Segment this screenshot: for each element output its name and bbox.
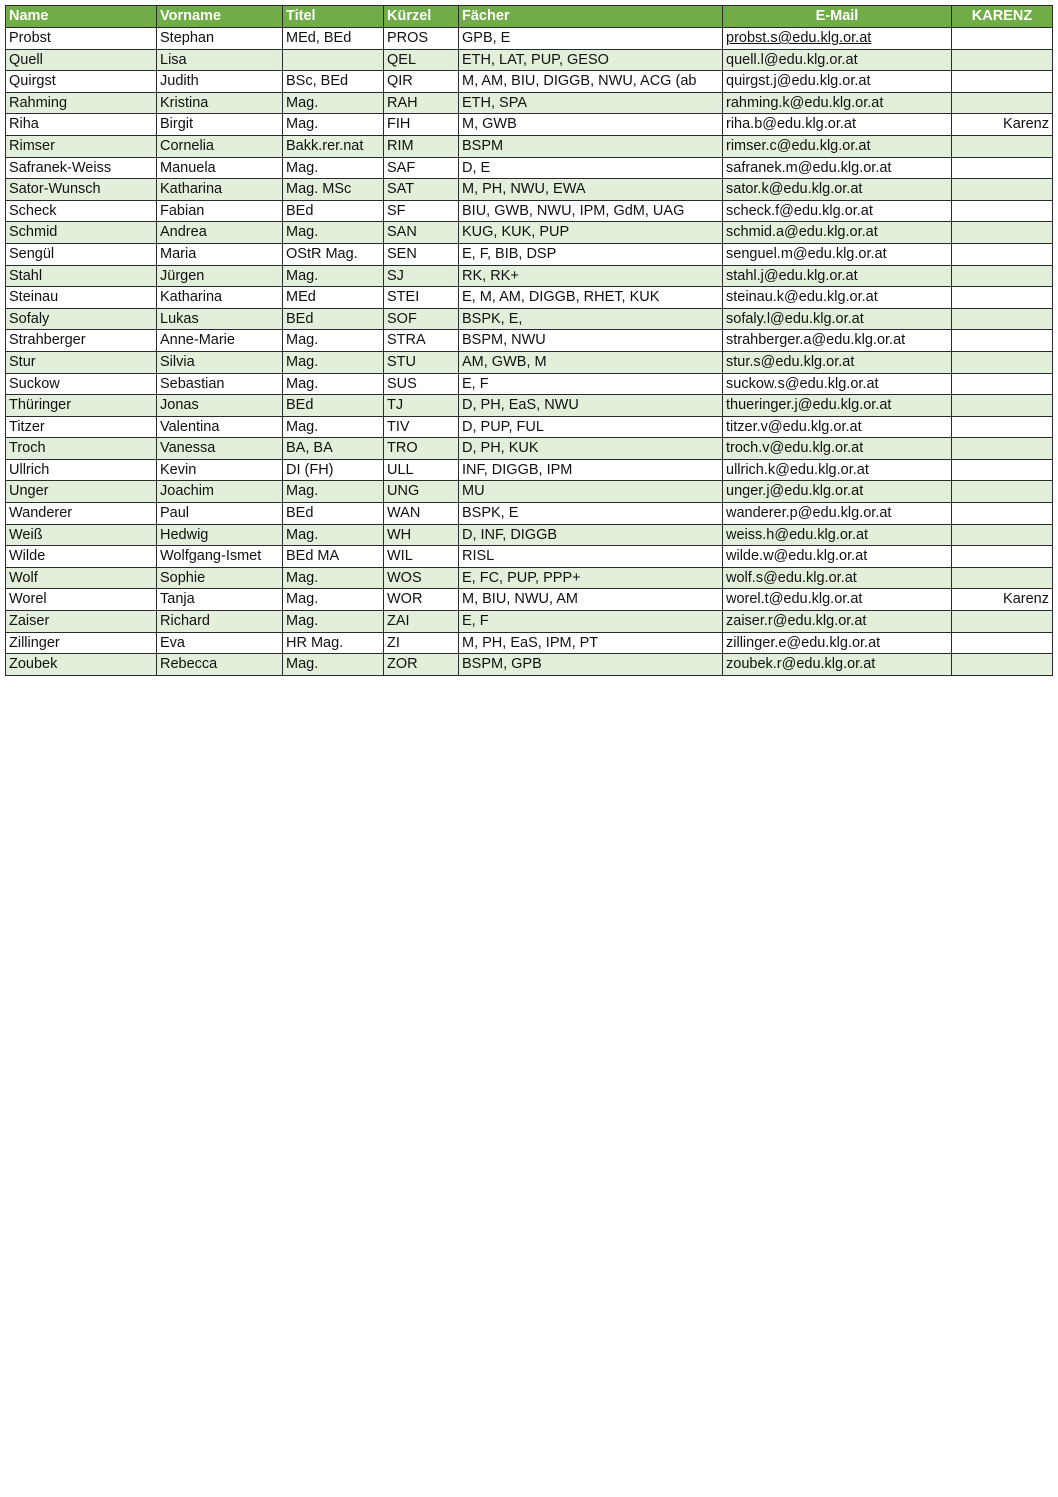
column-header-name: Name bbox=[6, 6, 157, 28]
cell-faecher: MU bbox=[459, 481, 723, 503]
cell-email[interactable]: suckow.s@edu.klg.or.at bbox=[723, 373, 952, 395]
cell-kuerzel: SEN bbox=[384, 243, 459, 265]
cell-titel: Mag. bbox=[283, 157, 384, 179]
cell-email[interactable]: worel.t@edu.klg.or.at bbox=[723, 589, 952, 611]
cell-karenz bbox=[952, 49, 1053, 71]
cell-kuerzel: SAN bbox=[384, 222, 459, 244]
cell-karenz bbox=[952, 179, 1053, 201]
cell-name: Schmid bbox=[6, 222, 157, 244]
table-row bbox=[6, 49, 1053, 71]
table-row bbox=[6, 265, 1053, 287]
cell-vorname: Judith bbox=[157, 71, 283, 93]
table-row bbox=[6, 373, 1053, 395]
cell-vorname: Lukas bbox=[157, 308, 283, 330]
cell-karenz bbox=[952, 92, 1053, 114]
cell-kuerzel: SAF bbox=[384, 157, 459, 179]
cell-vorname: Lisa bbox=[157, 49, 283, 71]
column-header-vorname: Vorname bbox=[157, 6, 283, 28]
cell-titel: Mag. bbox=[283, 114, 384, 136]
cell-titel: Bakk.rer.nat bbox=[283, 135, 384, 157]
column-header-karenz: KARENZ bbox=[952, 6, 1053, 28]
cell-karenz bbox=[952, 135, 1053, 157]
cell-faecher: KUG, KUK, PUP bbox=[459, 222, 723, 244]
cell-kuerzel: UNG bbox=[384, 481, 459, 503]
cell-email[interactable]: quell.l@edu.klg.or.at bbox=[723, 49, 952, 71]
cell-email[interactable]: sator.k@edu.klg.or.at bbox=[723, 179, 952, 201]
cell-karenz bbox=[952, 71, 1053, 93]
cell-vorname: Vanessa bbox=[157, 438, 283, 460]
table-row bbox=[6, 546, 1053, 568]
cell-vorname: Silvia bbox=[157, 351, 283, 373]
cell-titel: BEd bbox=[283, 308, 384, 330]
cell-karenz bbox=[952, 351, 1053, 373]
cell-karenz bbox=[952, 308, 1053, 330]
cell-name: Thüringer bbox=[6, 395, 157, 417]
cell-kuerzel: SJ bbox=[384, 265, 459, 287]
cell-kuerzel: ZI bbox=[384, 632, 459, 654]
cell-vorname: Birgit bbox=[157, 114, 283, 136]
cell-titel: BSc, BEd bbox=[283, 71, 384, 93]
table-row bbox=[6, 395, 1053, 417]
cell-faecher: M, AM, BIU, DIGGB, NWU, ACG (ab bbox=[459, 71, 723, 93]
cell-titel: Mag. bbox=[283, 589, 384, 611]
column-header-titel: Titel bbox=[283, 6, 384, 28]
cell-faecher: GPB, E bbox=[459, 28, 723, 50]
cell-faecher: E, F bbox=[459, 373, 723, 395]
table-row bbox=[6, 438, 1053, 460]
cell-name: Titzer bbox=[6, 416, 157, 438]
table-row bbox=[6, 243, 1053, 265]
cell-karenz bbox=[952, 567, 1053, 589]
cell-name: Scheck bbox=[6, 200, 157, 222]
cell-faecher: M, PH, NWU, EWA bbox=[459, 179, 723, 201]
cell-karenz bbox=[952, 611, 1053, 633]
cell-name: Stahl bbox=[6, 265, 157, 287]
cell-kuerzel: TIV bbox=[384, 416, 459, 438]
cell-name: Stur bbox=[6, 351, 157, 373]
cell-titel: BA, BA bbox=[283, 438, 384, 460]
cell-email[interactable]: strahberger.a@edu.klg.or.at bbox=[723, 330, 952, 352]
cell-name: Rahming bbox=[6, 92, 157, 114]
cell-email[interactable]: zillinger.e@edu.klg.or.at bbox=[723, 632, 952, 654]
cell-email[interactable]: wolf.s@edu.klg.or.at bbox=[723, 567, 952, 589]
cell-faecher: BSPM, NWU bbox=[459, 330, 723, 352]
cell-karenz bbox=[952, 373, 1053, 395]
column-header-faecher: Fächer bbox=[459, 6, 723, 28]
cell-name: Quell bbox=[6, 49, 157, 71]
cell-faecher: INF, DIGGB, IPM bbox=[459, 459, 723, 481]
cell-titel: Mag. bbox=[283, 567, 384, 589]
cell-faecher: RISL bbox=[459, 546, 723, 568]
cell-karenz bbox=[952, 28, 1053, 50]
cell-kuerzel: STRA bbox=[384, 330, 459, 352]
cell-titel: Mag. MSc bbox=[283, 179, 384, 201]
cell-name: Ullrich bbox=[6, 459, 157, 481]
cell-titel: Mag. bbox=[283, 373, 384, 395]
cell-karenz bbox=[952, 222, 1053, 244]
cell-titel: BEd MA bbox=[283, 546, 384, 568]
cell-name: Riha bbox=[6, 114, 157, 136]
cell-name: Probst bbox=[6, 28, 157, 50]
cell-name: Unger bbox=[6, 481, 157, 503]
cell-faecher: BSPK, E bbox=[459, 503, 723, 525]
cell-faecher: ETH, LAT, PUP, GESO bbox=[459, 49, 723, 71]
table-row bbox=[6, 71, 1053, 93]
cell-titel: DI (FH) bbox=[283, 459, 384, 481]
cell-faecher: RK, RK+ bbox=[459, 265, 723, 287]
cell-titel: Mag. bbox=[283, 416, 384, 438]
cell-faecher: D, INF, DIGGB bbox=[459, 524, 723, 546]
table-row bbox=[6, 416, 1053, 438]
cell-karenz bbox=[952, 654, 1053, 676]
cell-email[interactable]: senguel.m@edu.klg.or.at bbox=[723, 243, 952, 265]
cell-kuerzel: TRO bbox=[384, 438, 459, 460]
cell-vorname: Katharina bbox=[157, 287, 283, 309]
cell-kuerzel: QEL bbox=[384, 49, 459, 71]
cell-faecher: BSPM, GPB bbox=[459, 654, 723, 676]
cell-name: Weiß bbox=[6, 524, 157, 546]
cell-vorname: Sebastian bbox=[157, 373, 283, 395]
cell-name: Wilde bbox=[6, 546, 157, 568]
cell-faecher: BIU, GWB, NWU, IPM, GdM, UAG bbox=[459, 200, 723, 222]
cell-email[interactable]: rahming.k@edu.klg.or.at bbox=[723, 92, 952, 114]
cell-email[interactable]: riha.b@edu.klg.or.at bbox=[723, 114, 952, 136]
cell-karenz: Karenz bbox=[952, 589, 1053, 611]
cell-name: Worel bbox=[6, 589, 157, 611]
cell-titel: BEd bbox=[283, 395, 384, 417]
cell-email[interactable]: rimser.c@edu.klg.or.at bbox=[723, 135, 952, 157]
cell-kuerzel: SAT bbox=[384, 179, 459, 201]
table-header bbox=[6, 6, 1053, 28]
cell-email[interactable]: ullrich.k@edu.klg.or.at bbox=[723, 459, 952, 481]
table-row bbox=[6, 200, 1053, 222]
cell-name: Safranek-Weiss bbox=[6, 157, 157, 179]
cell-karenz bbox=[952, 546, 1053, 568]
table-row bbox=[6, 28, 1053, 50]
cell-faecher: ETH, SPA bbox=[459, 92, 723, 114]
cell-titel: BEd bbox=[283, 200, 384, 222]
cell-kuerzel: SOF bbox=[384, 308, 459, 330]
table-row bbox=[6, 589, 1053, 611]
table-row bbox=[6, 222, 1053, 244]
cell-vorname: Katharina bbox=[157, 179, 283, 201]
cell-vorname: Joachim bbox=[157, 481, 283, 503]
cell-kuerzel: SF bbox=[384, 200, 459, 222]
cell-faecher: D, E bbox=[459, 157, 723, 179]
table-row bbox=[6, 92, 1053, 114]
cell-karenz bbox=[952, 200, 1053, 222]
cell-vorname: Kevin bbox=[157, 459, 283, 481]
cell-titel: OStR Mag. bbox=[283, 243, 384, 265]
table-row bbox=[6, 179, 1053, 201]
cell-titel: Mag. bbox=[283, 351, 384, 373]
cell-titel: Mag. bbox=[283, 654, 384, 676]
cell-vorname: Tanja bbox=[157, 589, 283, 611]
cell-kuerzel: FIH bbox=[384, 114, 459, 136]
cell-kuerzel: WAN bbox=[384, 503, 459, 525]
cell-vorname: Maria bbox=[157, 243, 283, 265]
cell-vorname: Stephan bbox=[157, 28, 283, 50]
cell-kuerzel: PROS bbox=[384, 28, 459, 50]
cell-email[interactable]: weiss.h@edu.klg.or.at bbox=[723, 524, 952, 546]
cell-email[interactable]: thueringer.j@edu.klg.or.at bbox=[723, 395, 952, 417]
cell-karenz bbox=[952, 330, 1053, 352]
table-row bbox=[6, 567, 1053, 589]
cell-kuerzel: STU bbox=[384, 351, 459, 373]
cell-titel: BEd bbox=[283, 503, 384, 525]
staff-table bbox=[5, 5, 1053, 676]
cell-karenz bbox=[952, 503, 1053, 525]
cell-kuerzel: WIL bbox=[384, 546, 459, 568]
cell-name: Wolf bbox=[6, 567, 157, 589]
cell-email[interactable]: troch.v@edu.klg.or.at bbox=[723, 438, 952, 460]
cell-vorname: Valentina bbox=[157, 416, 283, 438]
cell-faecher: E, F, BIB, DSP bbox=[459, 243, 723, 265]
table-row bbox=[6, 157, 1053, 179]
table-row bbox=[6, 632, 1053, 654]
header-row bbox=[6, 6, 1053, 28]
cell-titel: Mag. bbox=[283, 611, 384, 633]
table-body bbox=[6, 28, 1053, 676]
cell-vorname: Eva bbox=[157, 632, 283, 654]
cell-email[interactable]: probst.s@edu.klg.or.at bbox=[723, 28, 952, 50]
cell-name: Sengül bbox=[6, 243, 157, 265]
cell-vorname: Richard bbox=[157, 611, 283, 633]
cell-karenz: Karenz bbox=[952, 114, 1053, 136]
cell-kuerzel: ULL bbox=[384, 459, 459, 481]
cell-karenz bbox=[952, 524, 1053, 546]
cell-name: Troch bbox=[6, 438, 157, 460]
cell-email[interactable]: zoubek.r@edu.klg.or.at bbox=[723, 654, 952, 676]
cell-email[interactable]: wilde.w@edu.klg.or.at bbox=[723, 546, 952, 568]
cell-name: Rimser bbox=[6, 135, 157, 157]
cell-name: Strahberger bbox=[6, 330, 157, 352]
cell-vorname: Jonas bbox=[157, 395, 283, 417]
cell-karenz bbox=[952, 459, 1053, 481]
cell-karenz bbox=[952, 416, 1053, 438]
cell-vorname: Rebecca bbox=[157, 654, 283, 676]
cell-email[interactable]: steinau.k@edu.klg.or.at bbox=[723, 287, 952, 309]
cell-email[interactable]: schmid.a@edu.klg.or.at bbox=[723, 222, 952, 244]
cell-faecher: M, GWB bbox=[459, 114, 723, 136]
cell-faecher: E, M, AM, DIGGB, RHET, KUK bbox=[459, 287, 723, 309]
column-header-email: E-Mail bbox=[723, 6, 952, 28]
table-row bbox=[6, 330, 1053, 352]
cell-email[interactable]: stur.s@edu.klg.or.at bbox=[723, 351, 952, 373]
cell-faecher: M, PH, EaS, IPM, PT bbox=[459, 632, 723, 654]
cell-faecher: BSPK, E, bbox=[459, 308, 723, 330]
cell-titel: Mag. bbox=[283, 265, 384, 287]
cell-email[interactable]: scheck.f@edu.klg.or.at bbox=[723, 200, 952, 222]
cell-karenz bbox=[952, 287, 1053, 309]
cell-titel: Mag. bbox=[283, 92, 384, 114]
cell-name: Zoubek bbox=[6, 654, 157, 676]
cell-karenz bbox=[952, 632, 1053, 654]
cell-vorname: Hedwig bbox=[157, 524, 283, 546]
cell-titel: Mag. bbox=[283, 330, 384, 352]
table-row bbox=[6, 135, 1053, 157]
cell-titel: Mag. bbox=[283, 222, 384, 244]
cell-vorname: Fabian bbox=[157, 200, 283, 222]
cell-vorname: Manuela bbox=[157, 157, 283, 179]
cell-kuerzel: WH bbox=[384, 524, 459, 546]
cell-vorname: Kristina bbox=[157, 92, 283, 114]
cell-vorname: Jürgen bbox=[157, 265, 283, 287]
cell-kuerzel: TJ bbox=[384, 395, 459, 417]
cell-vorname: Paul bbox=[157, 503, 283, 525]
cell-vorname: Cornelia bbox=[157, 135, 283, 157]
table-row bbox=[6, 287, 1053, 309]
cell-titel bbox=[283, 49, 384, 71]
cell-name: Suckow bbox=[6, 373, 157, 395]
cell-email[interactable]: unger.j@edu.klg.or.at bbox=[723, 481, 952, 503]
cell-kuerzel: RIM bbox=[384, 135, 459, 157]
cell-faecher: AM, GWB, M bbox=[459, 351, 723, 373]
column-header-kuerzel: Kürzel bbox=[384, 6, 459, 28]
cell-email[interactable]: safranek.m@edu.klg.or.at bbox=[723, 157, 952, 179]
table-row bbox=[6, 481, 1053, 503]
cell-name: Quirgst bbox=[6, 71, 157, 93]
cell-name: Zillinger bbox=[6, 632, 157, 654]
cell-faecher: D, PH, KUK bbox=[459, 438, 723, 460]
cell-vorname: Wolfgang-Ismet bbox=[157, 546, 283, 568]
cell-titel: Mag. bbox=[283, 524, 384, 546]
cell-faecher: D, PUP, FUL bbox=[459, 416, 723, 438]
cell-karenz bbox=[952, 481, 1053, 503]
cell-email[interactable]: zaiser.r@edu.klg.or.at bbox=[723, 611, 952, 633]
cell-titel: HR Mag. bbox=[283, 632, 384, 654]
table-row bbox=[6, 611, 1053, 633]
table-row bbox=[6, 654, 1053, 676]
cell-kuerzel: WOR bbox=[384, 589, 459, 611]
cell-faecher: E, FC, PUP, PPP+ bbox=[459, 567, 723, 589]
cell-karenz bbox=[952, 157, 1053, 179]
cell-titel: Mag. bbox=[283, 481, 384, 503]
table-row bbox=[6, 114, 1053, 136]
cell-karenz bbox=[952, 243, 1053, 265]
cell-kuerzel: ZOR bbox=[384, 654, 459, 676]
cell-karenz bbox=[952, 265, 1053, 287]
cell-karenz bbox=[952, 438, 1053, 460]
cell-karenz bbox=[952, 395, 1053, 417]
cell-faecher: E, F bbox=[459, 611, 723, 633]
cell-kuerzel: RAH bbox=[384, 92, 459, 114]
cell-email[interactable]: quirgst.j@edu.klg.or.at bbox=[723, 71, 952, 93]
cell-email[interactable]: titzer.v@edu.klg.or.at bbox=[723, 416, 952, 438]
cell-vorname: Anne-Marie bbox=[157, 330, 283, 352]
table-row bbox=[6, 503, 1053, 525]
cell-faecher: M, BIU, NWU, AM bbox=[459, 589, 723, 611]
cell-name: Zaiser bbox=[6, 611, 157, 633]
cell-faecher: BSPM bbox=[459, 135, 723, 157]
cell-titel: MEd, BEd bbox=[283, 28, 384, 50]
table-row bbox=[6, 459, 1053, 481]
cell-faecher: D, PH, EaS, NWU bbox=[459, 395, 723, 417]
cell-kuerzel: SUS bbox=[384, 373, 459, 395]
cell-kuerzel: QIR bbox=[384, 71, 459, 93]
cell-email[interactable]: stahl.j@edu.klg.or.at bbox=[723, 265, 952, 287]
cell-name: Sator-Wunsch bbox=[6, 179, 157, 201]
cell-kuerzel: STEI bbox=[384, 287, 459, 309]
cell-vorname: Sophie bbox=[157, 567, 283, 589]
cell-kuerzel: WOS bbox=[384, 567, 459, 589]
cell-name: Sofaly bbox=[6, 308, 157, 330]
cell-email[interactable]: wanderer.p@edu.klg.or.at bbox=[723, 503, 952, 525]
cell-kuerzel: ZAI bbox=[384, 611, 459, 633]
cell-vorname: Andrea bbox=[157, 222, 283, 244]
table-row bbox=[6, 524, 1053, 546]
cell-titel: MEd bbox=[283, 287, 384, 309]
table-row bbox=[6, 308, 1053, 330]
cell-name: Steinau bbox=[6, 287, 157, 309]
cell-email[interactable]: sofaly.l@edu.klg.or.at bbox=[723, 308, 952, 330]
cell-name: Wanderer bbox=[6, 503, 157, 525]
table-row bbox=[6, 351, 1053, 373]
